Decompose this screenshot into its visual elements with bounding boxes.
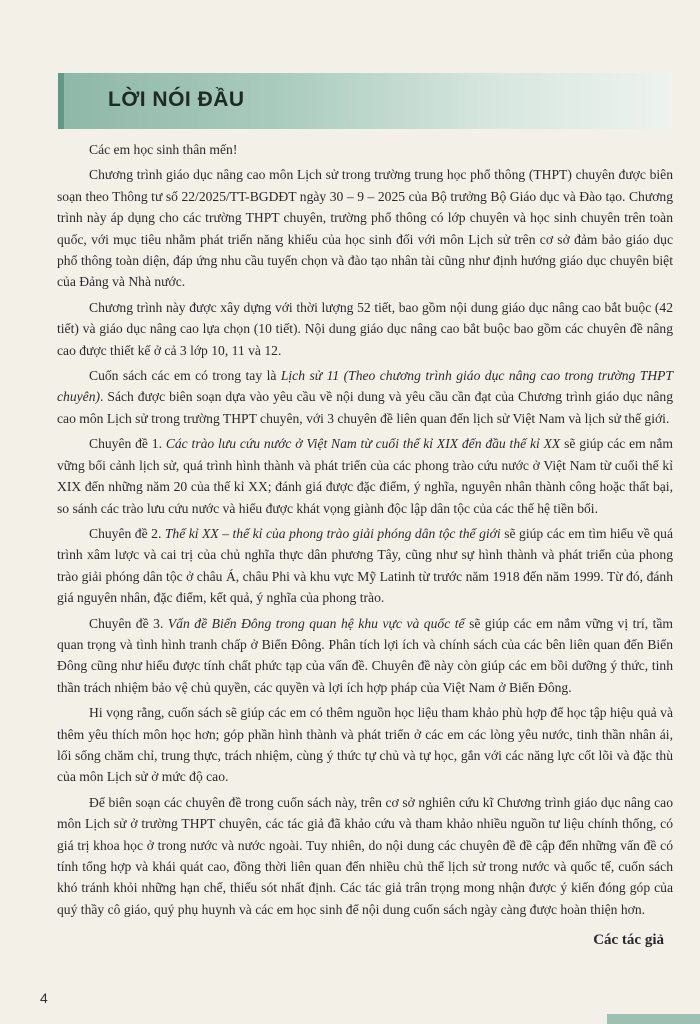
- paragraph-topic-2: [57, 523, 673, 609]
- topic-3-prefix: Chuyên đề 3.: [89, 615, 168, 631]
- paragraph-3-text-b: . Sách được biên soạn dựa vào yêu cầu về nội dung và yêu cầu cần đạt của Chương trình giáo dục nâng cao môn Lịch sử trong trường THPT chuyên, với 3 chuyên đề liên quan đến lịch sử Việt Nam và lịch sử thế giới.: [57, 389, 673, 426]
- paragraph-3-text-a: Cuốn sách các em có trong tay là: [89, 368, 281, 384]
- paragraph-1: Chương trình giáo dục nâng cao môn Lịch sử trong trường trung học phổ thông (THPT) chuyên được biên soạn theo Thông tư số 22/2025/TT-BGDĐT ngày 30 – 9 – 2025 của Bộ trưởng Bộ Giáo dục và Đào tạo. Chương trình này áp dụng cho các trường THPT chuyên, trường phổ thông có lớp chuyên và học sinh chuyên trên toàn quốc, với mục tiêu nhằm phát triển năng khiếu của học sinh đối với môn Lịch sử trên cơ sở đảm bảo giáo dục phổ thông toàn diện, đáp ứng nhu cầu tuyển chọn và đào tạo nhân tài cũng như định hướng giáo dục chuyên biệt của Đảng và Nhà nước.: [57, 167, 673, 290]
- signature: Các tác giả: [593, 932, 664, 948]
- paragraph-7: Hi vọng rằng, cuốn sách sẽ giúp các em có thêm nguồn học liệu tham khảo phù hợp để học tập hiệu quả và thêm yêu thích môn học hơn; góp phần hình thành và phát triển ở các em các lòng yêu nước, tinh thần nhân ái, lối sống chăm chỉ, trung thực, trách nhiệm, cùng ý thức tự chủ và tự học, gắn với các năng lực cốt lõi và đặc thù của môn Lịch sử ở mức độ cao.: [57, 705, 673, 785]
- book-title-italic: Lịch sử 11 (Theo chương trình giáo dục nâng cao trong trường THPT chuyên): [57, 368, 673, 405]
- topic-1-title: Các trào lưu cứu nước ở Việt Nam từ cuối thế kỉ XIX đến đầu thế kỉ XX: [165, 436, 561, 452]
- paragraph-topic-1: [57, 433, 673, 519]
- paragraph-2: Chương trình này được xây dựng với thời lượng 52 tiết, bao gồm nội dung giáo dục nâng cao bắt buộc (42 tiết) và giáo dục nâng cao lựa chọn (10 tiết). Nội dung giáo dục nâng cao bắt buộc bao gồm các chuyên đề nâng cao được thiết kế ở cả 3 lớp 10, 11 và 12.: [57, 299, 673, 358]
- bottom-accent-bar: [607, 1014, 700, 1024]
- preface-body: [57, 135, 673, 924]
- paragraph-3: [57, 365, 673, 429]
- page-title: LỜI NÓI ĐẦU: [108, 88, 245, 111]
- topic-2-text: sẽ giúp các em tìm hiểu về quá trình xâm lược và cai trị của chủ nghĩa thực dân phương Tây, cũng như sự hình thành và phát triển của phong trào giải phóng dân tộc ở châu Á, châu Phi và khu vực Mỹ Latinh từ trước năm 1918 đến năm 1999. Từ đó, đánh giá nguyên nhân, đặc điểm, kết quả, ý nghĩa của phong trào.: [57, 525, 673, 606]
- topic-3-text: sẽ giúp các em nắm vững vị trí, tầm quan trọng và tình hình tranh chấp ở Biển Đông. Phân tích lợi ích và chính sách của các bên liên quan đến Biển Đông cũng như hiểu được tính chất phức tạp của vấn đề. Chuyên đề này còn giúp các em bồi dưỡng ý thức, tinh thần trách nhiệm bảo vệ chủ quyền, các quyền và lợi ích hợp pháp của Việt Nam ở Biển Đông.: [57, 615, 674, 695]
- topic-3-title: Vấn đề Biển Đông trong quan hệ khu vực và quốc tế: [167, 615, 465, 631]
- page-number: 4: [40, 990, 48, 1006]
- topic-2-title: Thế kỉ XX – thế kỉ của phong trào giải phóng dân tộc thế giới: [164, 525, 501, 541]
- topic-2-prefix: Chuyên đề 2.: [89, 525, 165, 541]
- paragraph-8: Để biên soạn các chuyên đề trong cuốn sách này, trên cơ sở nghiên cứu kĩ Chương trình giáo dục nâng cao môn Lịch sử ở trường THPT chuyên, các tác giả đã khảo cứu và tham khảo nhiều nguồn tư liệu chính thống, có giá trị khoa học ở trong nước và nước ngoài. Tuy nhiên, do nội dung các chuyên đề đề cập đến những vấn đề có tính tổng hợp và khái quát cao, đồng thời liên quan đến nhiều chủ thể lịch sử trong nước và quốc tế, cuốn sách khó tránh khỏi những hạn chế, thiếu sót nhất định. Các tác giả trân trọng mong nhận được ý kiến đóng góp của quý thầy cô giáo, quý phụ huynh và các em học sinh để nội dung cuốn sách ngày càng được hoàn thiện hơn.: [57, 794, 673, 917]
- topic-1-prefix: Chuyên đề 1.: [89, 436, 166, 452]
- topic-1-text: sẽ giúp các em nắm vững bối cảnh lịch sử, quá trình hình thành và phát triển của các phong trào cứu nước ở Việt Nam từ cuối thế kỉ XIX đến những năm 20 của thế kỉ XX; đánh giá được đặc điểm, ý nghĩa, nguyên nhân thành công hoặc thất bại, so sánh các trào lưu cứu nước và hiểu được khát vọng giành độc lập dân tộc của các thế hệ tiền bối.: [57, 436, 673, 516]
- greeting: Các em học sinh thân mến!: [89, 142, 238, 157]
- paragraph-topic-3: [57, 613, 673, 699]
